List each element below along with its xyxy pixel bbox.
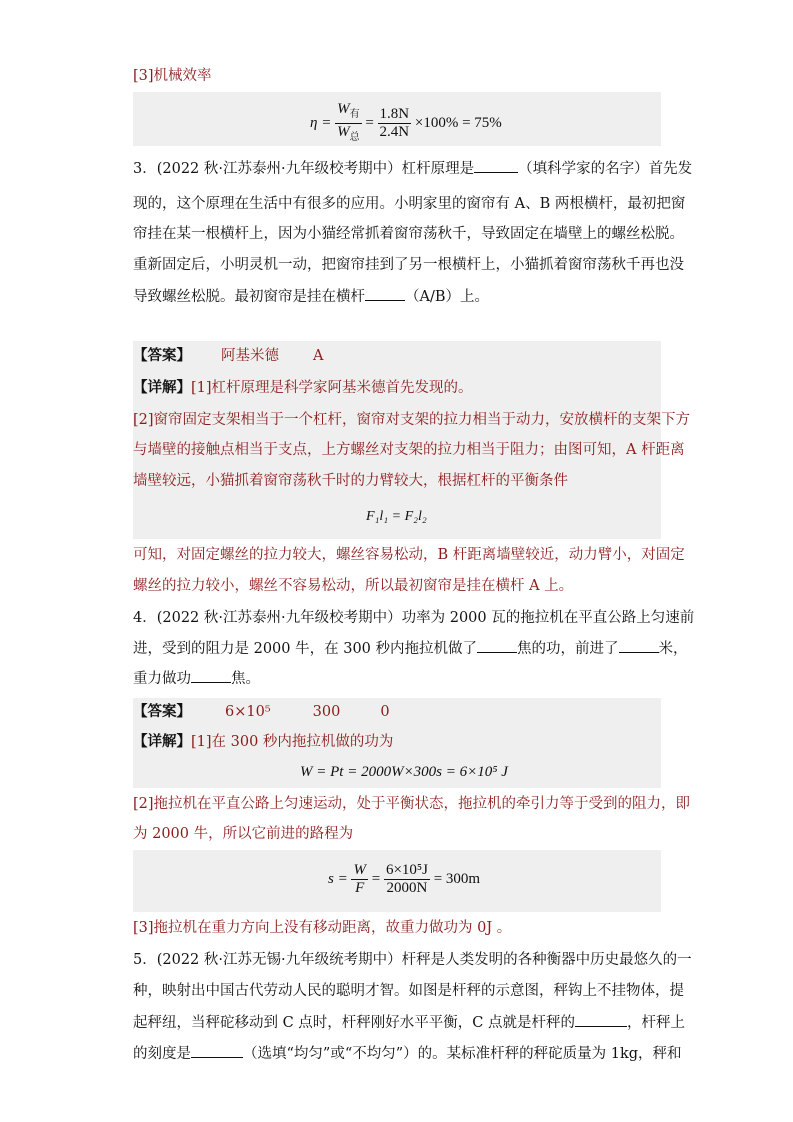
question-3-line-3: 帘挂在某一根横杆上，因为小猫经常抓着窗帘荡秋千，导致固定在墙壁上的螺丝松脱。: [133, 226, 684, 242]
distance-equation: s = $\frac{W}{F}$ = $\frac{\text{6×10⁵J}}{2000N}$ = 300m: [328, 862, 481, 896]
question-5-line-3: 起秤纽，当秤砣移动到 C 点时，杆秤刚好水平平衡，C 点就是杆秤的 ，杆秤上: [133, 1012, 685, 1033]
question-3-line-4: 重新固定后，小明灵机一动，把窗帘挂到了另一根横杆上，小猫抓着窗帘荡秋千再也没: [133, 257, 684, 273]
answer-blank[interactable]: [477, 638, 517, 653]
answer-blank[interactable]: [191, 668, 231, 683]
detail-step-3-heading: [3]机械效率: [133, 68, 212, 84]
answer-4-line: 【答案】 6×10⁵ 300 0: [133, 703, 390, 720]
question-4-line-3: 重力做功 焦。: [133, 668, 260, 689]
answer-4-detail-4: [3]拖拉机在重力方向上没有移动距离，故重力做功为 0J 。: [133, 920, 512, 936]
answer-3-detail-5: 可知，对固定螺丝的拉力较大，螺丝容易松动，B 杆距离墙壁较近，动力臂小，对固定: [133, 547, 685, 563]
answer-3-detail-4: 墙壁较远，小猫抓着窗帘荡秋千时的力臂较大，根据杠杆的平衡条件: [133, 473, 568, 489]
answer-3-detail-1: 【详解】[1]杠杆原理是科学家阿基米德首先发现的。: [133, 379, 473, 396]
question-5-line-2: 种，映射出中国古代劳动人民的聪明才智。如图是杆秤的示意图，秤钩上不挂物体，提: [133, 983, 684, 999]
question-3-line-2: 现的，这个原理在生活中有很多的应用。小明家里的窗帘有 A、B 两根横杆，最初把窗: [133, 196, 686, 212]
work-equation: W = Pt = 2000W×300s = 6×10⁵ J: [300, 764, 508, 780]
question-5-line-1: 5．(2022 秋·江苏无锡·九年级统考期中）杆秤是人类发明的各种衡器中历史最悠久的一: [133, 952, 692, 968]
question-5-line-4: 的刻度是 （选填“均匀”或“不均匀”）的。某标准杆秤的秤砣质量为 1kg，秤和: [133, 1043, 682, 1064]
question-4-line-2: 进，受到的阻力是 2000 牛，在 300 秒内拖拉机做了 焦的功，前进了 米，: [133, 638, 688, 659]
lever-balance-equation: F₁l₁ = F₂l₂: [366, 509, 427, 524]
answer-4-detail-3: 为 2000 牛，所以它前进的路程为: [133, 826, 354, 842]
answer-blank[interactable]: [474, 158, 518, 173]
answer-blank[interactable]: [619, 638, 659, 653]
answer-blank[interactable]: [575, 1012, 627, 1027]
efficiency-equation: η = $\frac{W_有}{W_总}$ = $\frac{1.8N}{2.4N}$ ×100% = 75%: [310, 101, 502, 143]
answer-3-detail-3: 与墙壁的接触点相当于支点，上方螺丝对支架的拉力相当于阻力；由图可知，A 杆距离: [133, 442, 685, 458]
answer-blank[interactable]: [365, 286, 405, 301]
question-4-line-1: 4．(2022 秋·江苏泰州·九年级校考期中）功率为 2000 瓦的拖拉机在平直公路上匀速前: [133, 610, 695, 626]
answer-4-detail-1: 【详解】[1]在 300 秒内拖拉机做的功为: [133, 733, 394, 750]
question-3-line-1: 3．(2022 秋·江苏泰州·九年级校考期中）杠杆原理是 （填科学家的名字）首先发: [133, 158, 692, 179]
answer-blank[interactable]: [191, 1043, 243, 1058]
answer-4-detail-2: [2]拖拉机在平直公路上匀速运动，处于平衡状态，拖拉机的牵引力等于受到的阻力，即: [133, 796, 691, 812]
answer-3-detail-2: [2]窗帘固定支架相当于一个杠杆，窗帘对支架的拉力相当于动力，安放横杆的支架下方: [133, 412, 691, 428]
question-3-line-5: 导致螺丝松脱。最初窗帘是挂在横杆 （A/B）上。: [133, 286, 489, 307]
answer-3-line: 【答案】 阿基米德 A: [133, 347, 324, 364]
answer-3-detail-6: 螺丝的拉力较小，螺丝不容易松动，所以最初窗帘是挂在横杆 A 上。: [133, 578, 574, 594]
